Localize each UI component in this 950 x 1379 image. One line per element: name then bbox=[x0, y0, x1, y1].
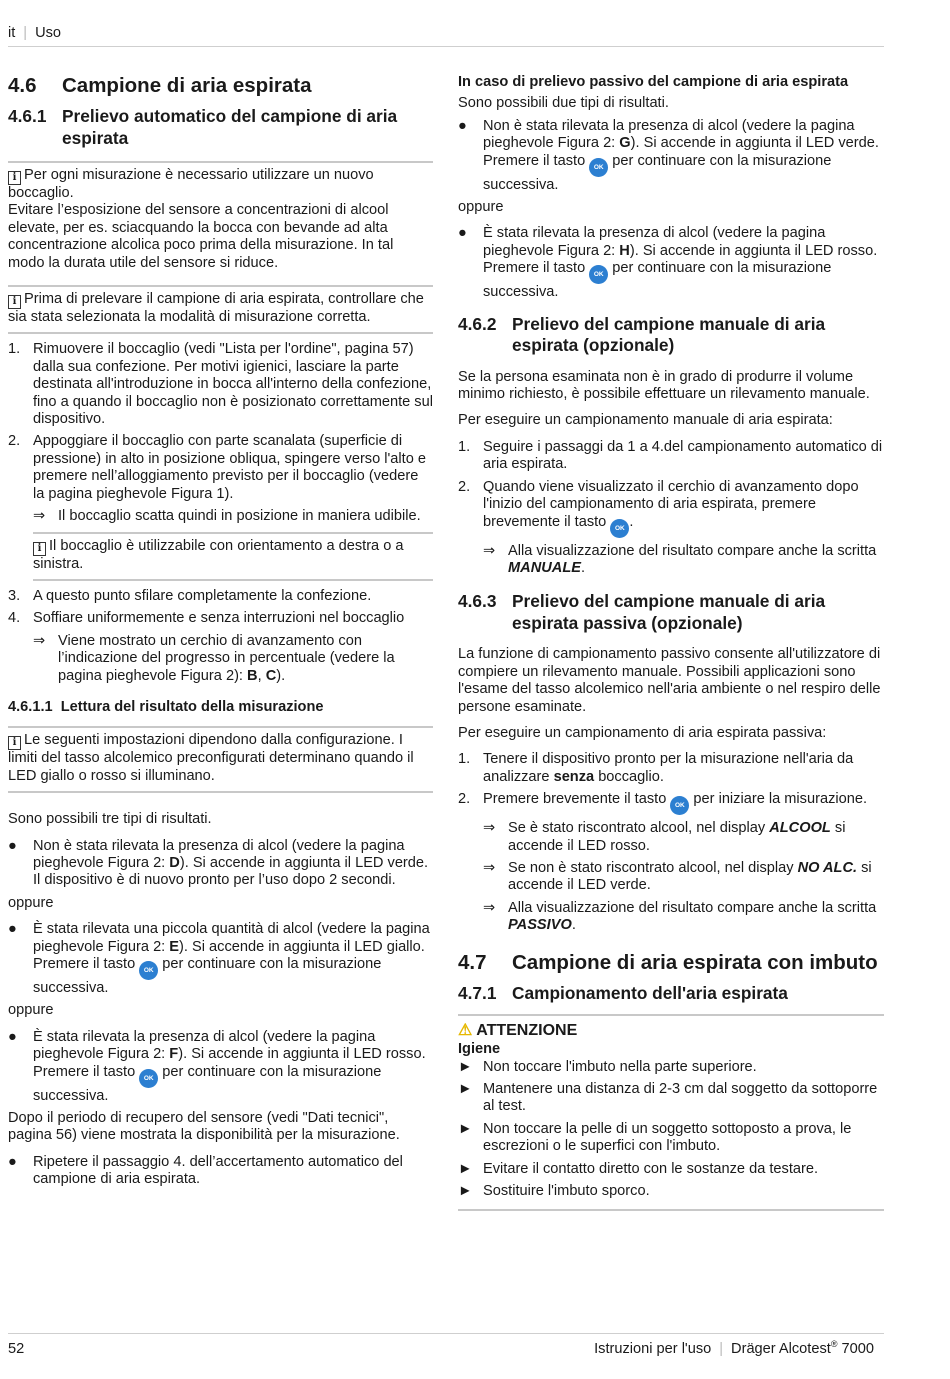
ok-button-icon: OK bbox=[589, 265, 608, 284]
arrow-icon: ⇒ bbox=[483, 542, 496, 559]
info-note-config: i Le seguenti impostazioni dipendono dalla configurazione. I limiti del tasso alcolemico preconfigurati determinano quando il LED giallo o rosso si illuminano. bbox=[8, 726, 433, 793]
arrow-icon: ⇒ bbox=[483, 820, 496, 837]
list-item: 1. Seguire i passaggi da 1 a 4.del campionamento automatico di aria espirata. bbox=[458, 438, 883, 473]
result-item: ⇒ Alla visualizzazione del risultato compare anche la scritta PASSIVO. bbox=[483, 899, 877, 934]
warning-subtitle: Igiene bbox=[458, 1041, 501, 1058]
page-number: 52 bbox=[8, 1341, 25, 1357]
result-item: ⇒ Viene mostrato un cerchio di avanzamento con l’indicazione del progresso in percentuale (vedere la pagina pieghevole Figura 2): B, C). bbox=[33, 632, 395, 684]
heading-4-6-2: 4.6.2 Prelievo del campione manuale di aria espirata (opzionale) bbox=[458, 313, 826, 356]
right-column bbox=[458, 74, 884, 1211]
result-item: ⇒ Alla visualizzazione del risultato compare anche la scritta MANUALE. bbox=[483, 542, 877, 576]
list-item: 2. Appoggiare il boccaglio con parte scanalata (superficie di pressione) in alto in posizione obliqua, spingere verso l'alto e premere nell’alloggiamento previsto per il boccaglio (vedere la pagina pieghevole Figura 1). bbox=[8, 433, 426, 502]
result-item: ⇒ Il boccaglio scatta quindi in posizione in maniera udibile. bbox=[33, 508, 421, 525]
info-icon: i bbox=[8, 295, 21, 309]
heading-4-7: 4.7 Campione di aria espirata con imbuto bbox=[458, 950, 878, 974]
heading-4-6: 4.6 Campione di aria espirata bbox=[8, 74, 312, 97]
header-section: Uso bbox=[35, 25, 62, 41]
left-column bbox=[8, 74, 433, 1194]
passive-results-heading: In caso di prelievo passivo del campione di aria espirata bbox=[458, 74, 849, 90]
ok-button-icon: OK bbox=[589, 158, 608, 177]
info-icon: i bbox=[8, 736, 21, 750]
or-text: oppure bbox=[458, 199, 504, 216]
bullet-item: ● Non è stata rilevata la presenza di alcol (vedere la pagina pieghevole Figura 2: D). Si accende in aggiunta il LED verde. Il dispositivo è di nuovo pronto per l’uso dopo 2 secondi. bbox=[8, 837, 429, 889]
info-note-mouthpiece: i Per ogni misurazione è necessario utilizzare un nuovo boccaglio. Evitare l’esposizione del sensore a concentrazioni di alcool elevate, per es. sciacquando la bocca con bevande ad alta concentrazione alcolica poco prima della misurazione. In tal modo la durata utile del sensore si riduce. bbox=[8, 161, 433, 278]
result-item: ⇒ Se è stato riscontrato alcool, nel display ALCOOL si accende il LED rosso. bbox=[483, 820, 846, 854]
or-text: oppure bbox=[8, 1002, 54, 1019]
recovery-text: Dopo il periodo di recupero del sensore (vedi "Dati tecnici", pagina 56) viene mostrata la disponibilità per la misurazione. bbox=[8, 1110, 400, 1144]
warning-item: ► Non toccare l'imbuto nella parte superiore. bbox=[458, 1058, 757, 1075]
heading-4-7-1: 4.7.1 Campionamento dell'aria espirata bbox=[458, 982, 788, 1003]
language-code: it bbox=[8, 25, 16, 41]
page-footer bbox=[8, 1333, 884, 1358]
warning-item: ► Mantenere una distanza di 2-3 cm dal soggetto da sottoporre al test. bbox=[458, 1080, 878, 1115]
bullet-item: ● È stata rilevata la presenza di alcol (vedere la pagina pieghevole Figura 2: F). Si accende in aggiunta il LED rosso. Premere il tasto OK per continuare con la misurazione successiva. bbox=[8, 1028, 426, 1104]
info-icon: i bbox=[8, 171, 21, 185]
paragraph: Per eseguire un campionamento manuale di aria espirata: bbox=[458, 412, 833, 429]
result-item: ⇒ Se non è stato riscontrato alcool, nel display NO ALC. si accende il LED verde. bbox=[483, 859, 872, 894]
arrow-icon: ⇒ bbox=[33, 632, 46, 649]
triangle-bullet-icon: ► bbox=[458, 1120, 473, 1137]
list-item: 2. Quando viene visualizzato il cerchio di avanzamento dopo l'inizio del campionamento di aria espirata, premere brevemente il tasto OK . bbox=[458, 479, 884, 538]
triangle-bullet-icon: ► bbox=[458, 1058, 473, 1075]
footer-doc-info: Istruzioni per l'uso | Dräger Alcotest® 7000 bbox=[594, 1339, 874, 1357]
list-item: 4. Soffiare uniformemente e senza interruzioni nel boccaglio bbox=[8, 610, 405, 627]
or-text: oppure bbox=[8, 894, 54, 911]
bullet-item: ● Non è stata rilevata la presenza di alcol (vedere la pagina pieghevole Figura 2: G). Si accende in aggiunta il LED verde. Premere il tasto OK per continuare con la misurazione successiva. bbox=[458, 117, 879, 193]
bullet-item: ● Ripetere il passaggio 4. dell’accertamento automatico del campione di aria espirata. bbox=[8, 1153, 403, 1188]
arrow-icon: ⇒ bbox=[33, 508, 46, 525]
warning-item: ► Evitare il contatto diretto con le sostanze da testare. bbox=[458, 1160, 819, 1177]
header-separator: | bbox=[23, 25, 28, 41]
triangle-bullet-icon: ► bbox=[458, 1160, 473, 1177]
paragraph: Se la persona esaminata non è in grado di produrre il volume minimo richiesto, è possibile effettuare un rilevamento manuale. bbox=[458, 368, 870, 403]
ok-button-icon: OK bbox=[139, 961, 158, 980]
warning-box: ⚠ ATTENZIONE Igiene ► Non toccare l'imbuto nella parte superiore. ► Mantenere una distanza di 2-3 cm dal soggetto da sottoporre al test. ► Non toccare la pelle di un soggetto sottoposto a prova, le escrezioni o le superfici con l'imbuto. ► Evitare il contatto diretto con le sostanze da testare. ► Sostituire l'imbuto sporco. bbox=[458, 1014, 884, 1211]
results-intro: Sono possibili tre tipi di risultati. bbox=[8, 811, 212, 828]
info-icon: i bbox=[33, 542, 46, 556]
ok-button-icon: OK bbox=[610, 519, 629, 538]
heading-4-6-3: 4.6.3 Prelievo del campione manuale di aria espirata passiva (opzionale) bbox=[458, 591, 826, 633]
arrow-icon: ⇒ bbox=[483, 899, 496, 916]
ok-button-icon: OK bbox=[139, 1069, 158, 1088]
info-note-orientation: i Il boccaglio è utilizzabile con orientamento a destra o a sinistra. bbox=[33, 532, 433, 581]
bullet-item: ● È stata rilevata la presenza di alcol (vedere la pagina pieghevole Figura 2: H). Si accende in aggiunta il LED rosso. Premere il tasto OK per continuare con la misurazione successiva. bbox=[458, 225, 878, 301]
warning-item: ► Non toccare la pelle di un soggetto sottoposto a prova, le escrezioni o le superfici con l'imbuto. bbox=[458, 1120, 852, 1155]
triangle-bullet-icon: ► bbox=[458, 1182, 473, 1199]
info-note-mode: i Prima di prelevare il campione di aria espirata, controllare che sia stata selezionata la modalità di misurazione corretta. bbox=[8, 285, 433, 334]
warning-icon: ⚠ bbox=[458, 1022, 473, 1040]
triangle-bullet-icon: ► bbox=[458, 1080, 473, 1097]
list-item: 3. A questo punto sfilare completamente la confezione. bbox=[8, 587, 372, 604]
heading-4-6-1-1: 4.6.1.1 Lettura del risultato della misurazione bbox=[8, 698, 324, 715]
page-header bbox=[8, 25, 884, 47]
arrow-icon: ⇒ bbox=[483, 859, 496, 876]
passive-intro: Sono possibili due tipi di risultati. bbox=[458, 95, 669, 112]
list-item: 2. Premere brevemente il tasto OK per iniziare la misurazione. bbox=[458, 791, 884, 815]
ok-button-icon: OK bbox=[670, 796, 689, 815]
bullet-item: ● È stata rilevata una piccola quantità di alcol (vedere la pagina pieghevole Figura 2: E). Si accende in aggiunta il LED giallo. Premere il tasto OK per continuare con la misurazione successiva. bbox=[8, 921, 430, 996]
paragraph: Per eseguire un campionamento di aria espirata passiva: bbox=[458, 724, 827, 741]
heading-4-6-1: 4.6.1 Prelievo automatico del campione di aria espirata bbox=[8, 106, 398, 148]
warning-item: ► Sostituire l'imbuto sporco. bbox=[458, 1182, 650, 1199]
paragraph: La funzione di campionamento passivo consente all'utilizzatore di compiere un rilevamento manuale. Possibili applicazioni sono l'esame del tasso alcolemico nell'aria ambiente o nel respiro delle persone esaminate. bbox=[458, 646, 881, 715]
list-item: 1. Rimuovere il boccaglio (vedi "Lista per l'ordine", pagina 57) dalla sua confezione. Per motivi igienici, lasciare la parte destinata all'introduzione in bocca all'interno della confezione, fino a quando il boccaglio non è posizionato correttamente sul dispositivo. bbox=[8, 341, 433, 428]
list-item: 1. Tenere il dispositivo pronto per la misurazione nell'aria da analizzare senza boccaglio. bbox=[458, 751, 854, 785]
